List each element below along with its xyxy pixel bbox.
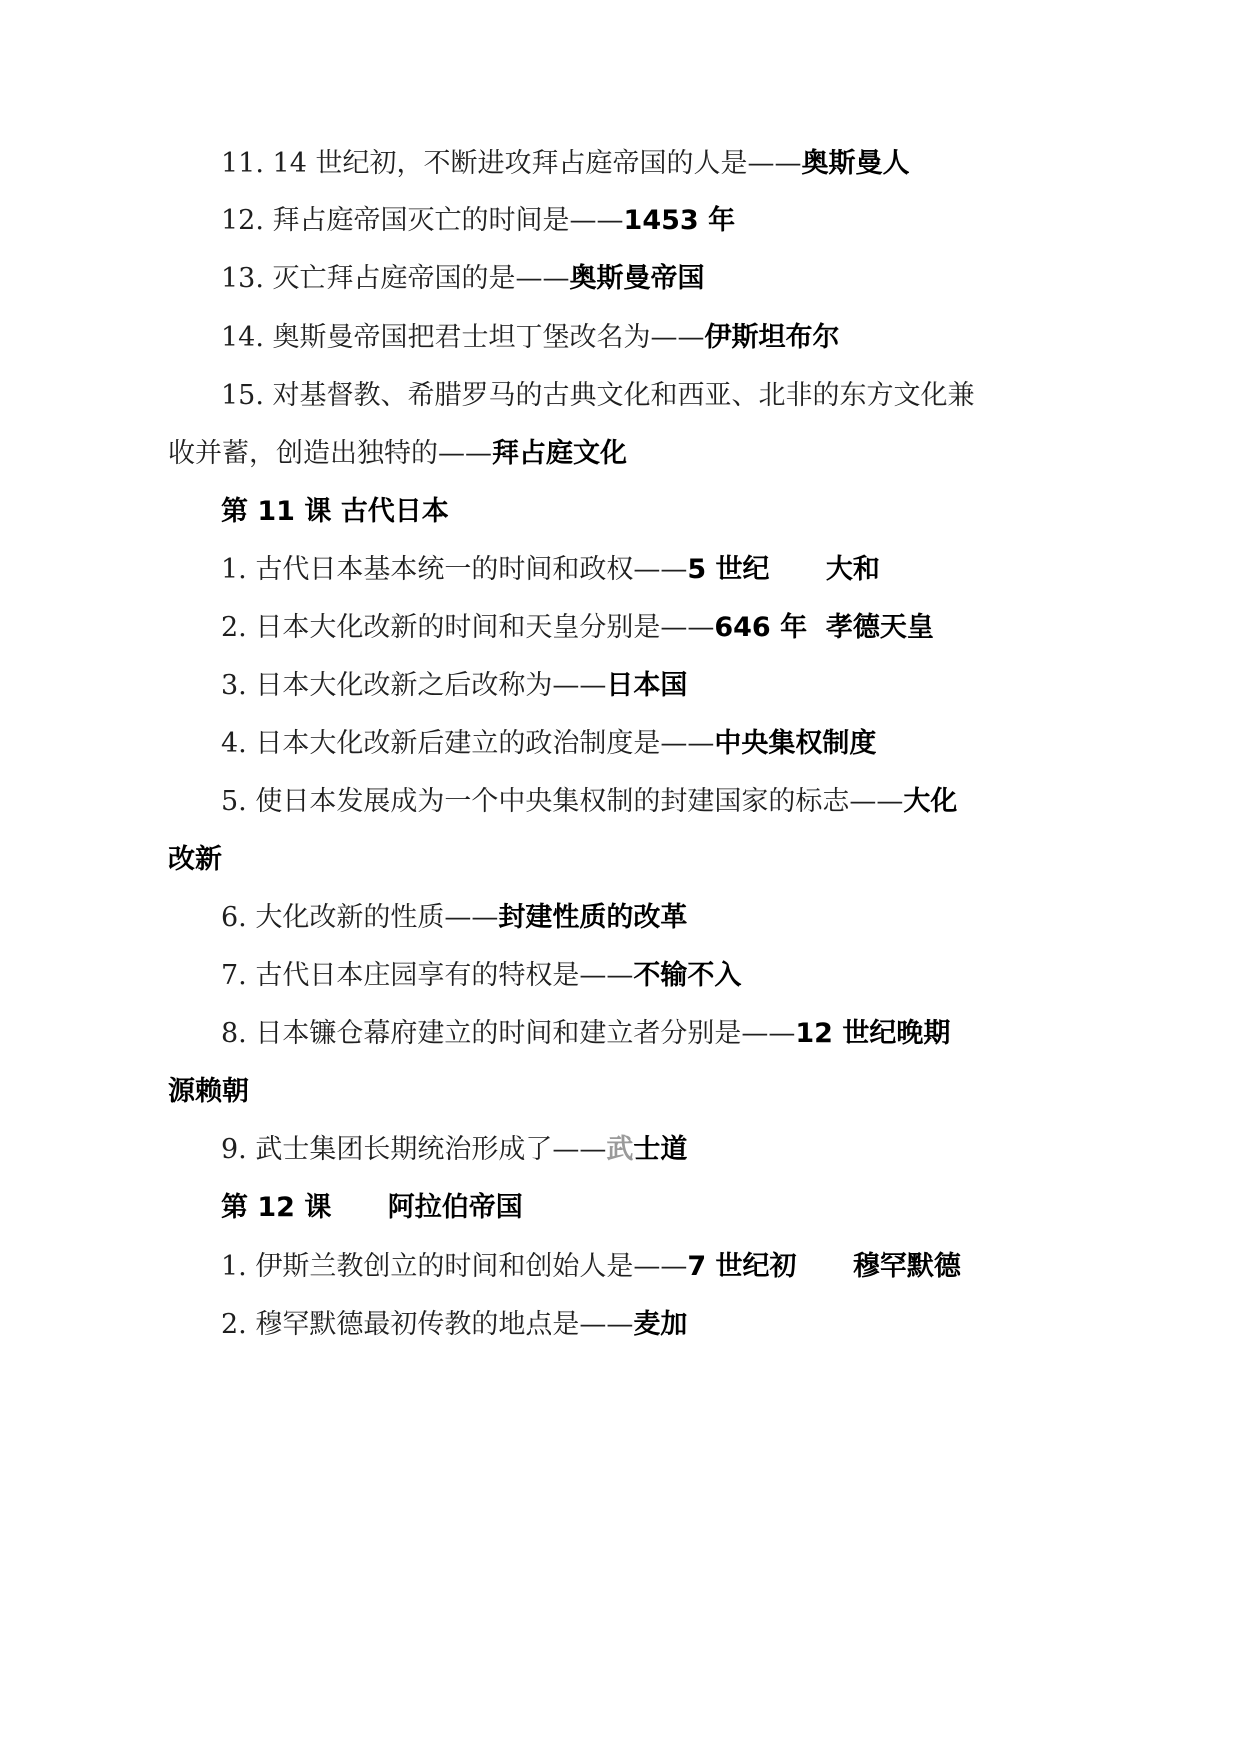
answer-text: 12 世纪晚期 (795, 1018, 951, 1049)
question-text: 8. 日本镰仓幕府建立的时间和建立者分别是—— (221, 1018, 796, 1049)
answer-text: 不输不入 (633, 960, 742, 991)
question-text: 2. 日本大化改新的时间和天皇分别是—— (221, 612, 715, 643)
answer-text: 大化 (903, 786, 958, 817)
answer-text: 日本国 (606, 670, 688, 701)
item-12 (221, 201, 735, 241)
answer-text: 中央集权制度 (714, 728, 877, 759)
question-text: 9. 武士集团长期统治形成了—— (221, 1134, 607, 1165)
question-text: 14. 奥斯曼帝国把君士坦丁堡改名为—— (221, 322, 705, 353)
question-text: 7. 古代日本庄园享有的特权是—— (221, 960, 634, 991)
lesson-11-item-7 (221, 956, 741, 996)
lesson-11-item-8 (221, 1014, 950, 1054)
answer-text: 奥斯曼帝国 (569, 263, 705, 294)
question-text: 12. 拜占庭帝国灭亡的时间是—— (221, 205, 624, 236)
answer-faded-char: 武 (606, 1134, 634, 1165)
answer-text-continued: 源赖朝 (168, 1076, 249, 1107)
answer-text: 麦加 (633, 1309, 688, 1340)
answer-text: 7 世纪初 穆罕默德 (687, 1251, 961, 1282)
lesson-12-heading: 第 12 课 阿拉伯帝国 (221, 1192, 523, 1223)
question-text: 6. 大化改新的性质—— (221, 902, 499, 933)
question-text: 1. 古代日本基本统一的时间和政权—— (221, 554, 688, 585)
answer-text: 1453 年 (623, 205, 736, 236)
question-text: 5. 使日本发展成为一个中央集权制的封建国家的标志—— (221, 786, 904, 817)
question-text: 4. 日本大化改新后建立的政治制度是—— (221, 728, 715, 759)
lesson-11-item-5 (221, 782, 957, 822)
question-text: 1. 伊斯兰教创立的时间和创始人是—— (221, 1251, 688, 1282)
answer-text: 伊斯坦布尔 (704, 322, 840, 353)
lesson-11-item-5-continued (168, 840, 222, 880)
question-text: 2. 穆罕默德最初传教的地点是—— (221, 1309, 634, 1340)
answer-text-continued: 改新 (168, 844, 222, 875)
question-text-continued: 收并蓄，创造出独特的—— (168, 438, 492, 469)
item-15 (221, 376, 975, 416)
answer-text: 士道 (633, 1134, 688, 1165)
answer-text: 奥斯曼人 (801, 148, 910, 179)
answer-text: 646 年 孝德天皇 (714, 612, 934, 643)
question-text: 15. 对基督教、希腊罗马的古典文化和西亚、北非的东方文化兼 (221, 380, 975, 411)
lesson-12-item-1 (221, 1247, 961, 1287)
question-text: 11. 14 世纪初，不断进攻拜占庭帝国的人是—— (221, 148, 802, 179)
question-text: 3. 日本大化改新之后改称为—— (221, 670, 607, 701)
item-11 (221, 144, 909, 184)
lesson-11-item-2 (221, 608, 934, 648)
lesson-11-item-9 (221, 1130, 687, 1170)
lesson-12-item-2 (221, 1305, 687, 1345)
answer-text: 拜占庭文化 (492, 438, 627, 469)
lesson-11-item-3 (221, 666, 687, 706)
lesson-11-item-6 (221, 898, 687, 938)
question-text: 13. 灭亡拜占庭帝国的是—— (221, 263, 570, 294)
item-15-continued (168, 434, 627, 474)
lesson-11-heading: 第 11 课 古代日本 (221, 496, 449, 527)
answer-text: 5 世纪 大和 (687, 554, 880, 585)
item-13 (221, 259, 705, 299)
lesson-11-item-1 (221, 550, 880, 590)
item-14 (221, 318, 840, 358)
lesson-11-item-4 (221, 724, 876, 764)
lesson-11-item-8-continued (168, 1072, 249, 1112)
answer-text: 封建性质的改革 (498, 902, 688, 933)
